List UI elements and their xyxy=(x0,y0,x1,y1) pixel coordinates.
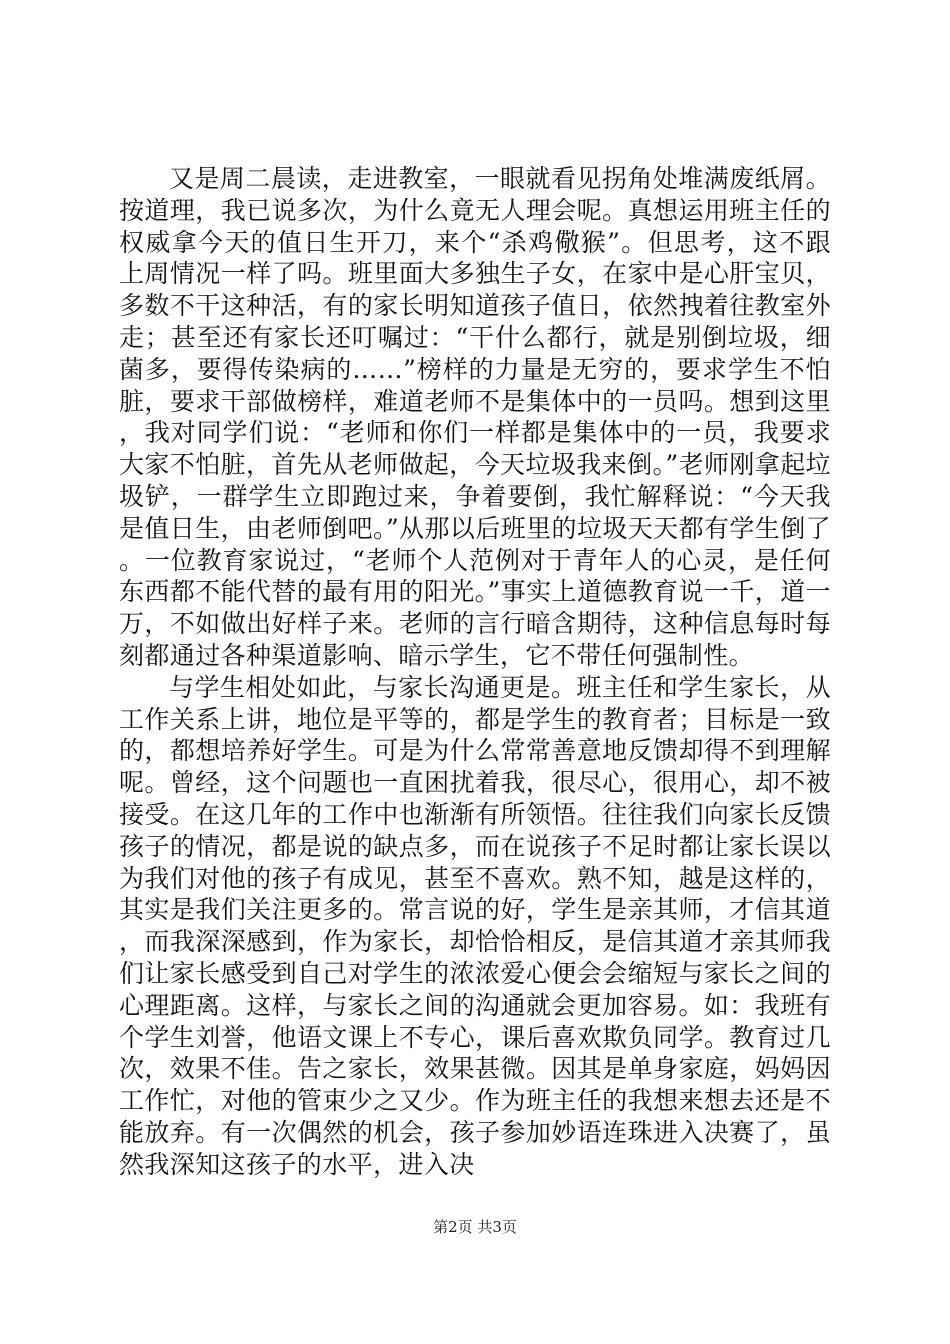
document-body xyxy=(119,163,831,1181)
page-number: 第2页 共3页 xyxy=(433,1218,517,1236)
paragraph-1: 又是周二晨读，走进教室，一眼就看见拐角处堆满废纸屑。按道理，我已说多次，为什么竟无人理会呢。真想运用班主任的权威拿今天的值日生开刀，来个“杀鸡儆猴”。但思考，这不跟上周情况一样了吗。班里面大多独生子女，在家中是心肝宝贝，多数不干这种活，有的家长明知道孩子值日，依然拽着往教室外走；甚至还有家长还叮嘱过：“干什么都行，就是别倒垃圾，细菌多，要得传染病的……”榜样的力量是无穷的，要求学生不怕脏，要求干部做榜样，难道老师不是集体中的一员吗。想到这里，我对同学们说：“老师和你们一样都是集体中的一员，我要求大家不怕脏，首先从老师做起，今天垃圾我来倒。”老师刚拿起垃圾铲，一群学生立即跑过来，争着要倒，我忙解释说：“今天我是值日生，由老师倒吧。”从那以后班里的垃圾天天都有学生倒了。一位教育家说过，“老师个人范例对于青年人的心灵，是任何东西都不能代替的最有用的阳光。”事实上道德教育说一千，道一万，不如做出好样子来。老师的言行暗含期待，这种信息每时每刻都通过各种渠道影响、暗示学生，它不带任何强制性。 xyxy=(119,164,831,670)
paragraph-2: 与学生相处如此，与家长沟通更是。班主任和学生家长，从工作关系上讲，地位是平等的，都是学生的教育者；目标是一致的，都想培养好学生。可是为什么常常善意地反馈却得不到理解呢。曾经，这个问题也一直困扰着我，很尽心，很用心，却不被接受。在这几年的工作中也渐渐有所领悟。往往我们向家长反馈孩子的情况，都是说的缺点多，而在说孩子不足时都让家长误以为我们对他的孩子有成见，甚至不喜欢。熟不知，越是这样的，其实是我们关注更多的。常言说的好，学生是亲其师，才信其道，而我深深感到，作为家长，却恰恰相反，是信其道才亲其师我们让家长感受到自己对学生的浓浓爱心便会会缩短与家长之间的心理距离。这样，与家长之间的沟通就会更加容易。如：我班有个学生刘誉，他语文课上不专心，课后喜欢欺负同学。教育过几次，效果不佳。告之家长，效果甚微。因其是单身家庭，妈妈因工作忙，对他的管束少之又少。作为班主任的我想来想去还是不能放弃。有一次偶然的机会，孩子参加妙语连珠进入决赛了，虽然我深知这孩子的水平，进入决 xyxy=(119,672,831,1179)
page-footer xyxy=(0,1216,950,1237)
